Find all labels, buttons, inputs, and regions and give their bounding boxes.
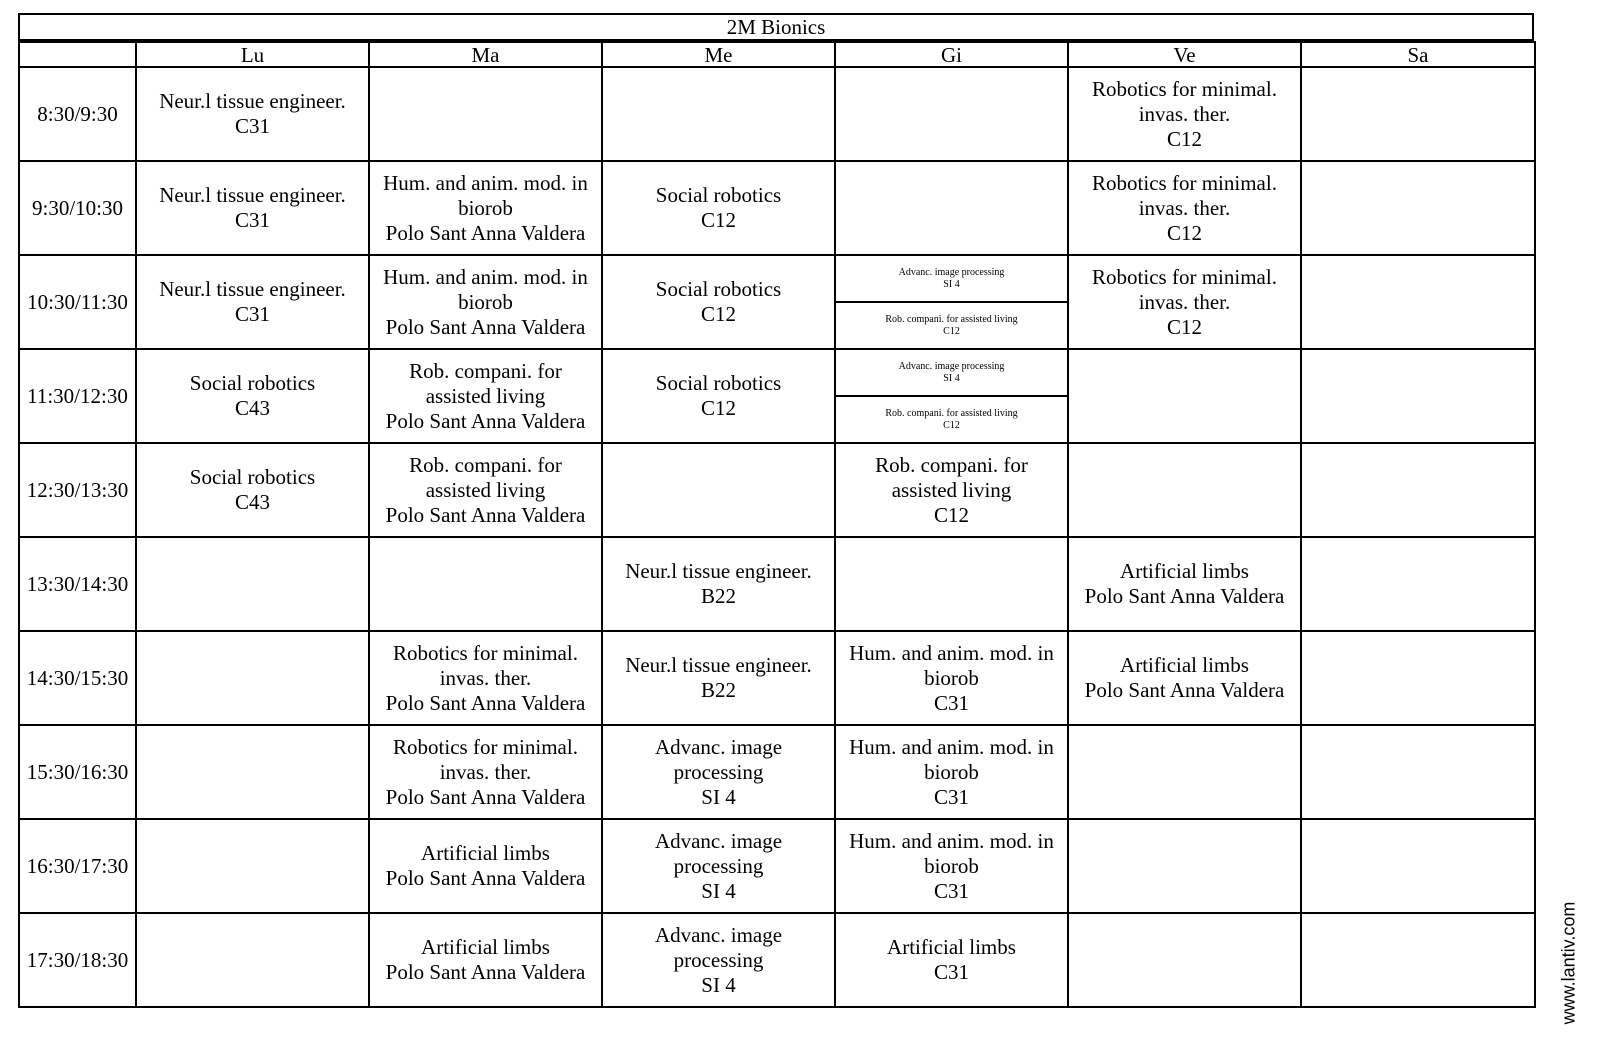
course-line: Hum. and anim. mod. in bbox=[383, 264, 588, 289]
course-line: C31 bbox=[933, 878, 969, 903]
time-row bbox=[19, 161, 1535, 255]
split-cell-part bbox=[836, 395, 1067, 442]
schedule-cell bbox=[136, 255, 369, 349]
schedule-cell bbox=[1068, 631, 1301, 725]
schedule-cell bbox=[1068, 161, 1301, 255]
time-slot: 10:30/11:30 bbox=[19, 255, 136, 349]
schedule-cell bbox=[602, 67, 835, 161]
course-line: assisted living bbox=[891, 477, 1012, 502]
schedule-cell bbox=[835, 161, 1068, 255]
course-line: Robotics for minimal. bbox=[393, 640, 578, 665]
course-line: C12 bbox=[933, 502, 969, 527]
time-slot: 15:30/16:30 bbox=[19, 725, 136, 819]
course-line: Advanc. image bbox=[654, 922, 783, 947]
schedule-cell bbox=[136, 725, 369, 819]
course-line: invas. ther. bbox=[1138, 101, 1231, 126]
course-line: biorob bbox=[458, 289, 513, 314]
schedule-cell bbox=[1301, 67, 1535, 161]
schedule-cell bbox=[1068, 913, 1301, 1007]
schedule-cell bbox=[1301, 631, 1535, 725]
course-line: SI 4 bbox=[701, 784, 736, 809]
schedule-cell bbox=[369, 537, 602, 631]
schedule-cell bbox=[369, 67, 602, 161]
course-line: biorob bbox=[924, 759, 979, 784]
schedule-cell bbox=[1301, 349, 1535, 443]
schedule-cell bbox=[1301, 161, 1535, 255]
day-header: Me bbox=[602, 42, 835, 67]
schedule-cell bbox=[835, 349, 1068, 443]
course-line: Rob. compani. for assisted living bbox=[885, 407, 1018, 419]
time-slot: 8:30/9:30 bbox=[19, 67, 136, 161]
schedule-cell bbox=[602, 349, 835, 443]
course-line: Polo Sant Anna Valdera bbox=[385, 408, 586, 433]
schedule-cell bbox=[136, 631, 369, 725]
schedule-cell bbox=[1068, 67, 1301, 161]
schedule-cell bbox=[136, 443, 369, 537]
course-line: processing bbox=[673, 853, 764, 878]
course-line: Social robotics bbox=[189, 465, 316, 489]
course-line: C12 bbox=[700, 208, 736, 232]
course-line: Neur.l tissue engineer. bbox=[159, 277, 346, 301]
course-line: processing bbox=[673, 947, 764, 972]
course-line: Polo Sant Anna Valdera bbox=[385, 502, 586, 527]
course-line: Hum. and anim. mod. in bbox=[383, 170, 588, 195]
time-slot: 17:30/18:30 bbox=[19, 913, 136, 1007]
course-line: Advanc. image processing bbox=[898, 360, 1005, 372]
watermark-text: www.lantiv.com bbox=[1558, 901, 1579, 1025]
course-line: SI 4 bbox=[701, 878, 736, 903]
time-row bbox=[19, 725, 1535, 819]
schedule-cell bbox=[1068, 349, 1301, 443]
course-line: Advanc. image bbox=[654, 828, 783, 853]
course-line: C12 bbox=[700, 396, 736, 420]
schedule-cell bbox=[835, 913, 1068, 1007]
course-line: invas. ther. bbox=[1138, 289, 1231, 314]
time-slot: 9:30/10:30 bbox=[19, 161, 136, 255]
timetable-sheet bbox=[18, 13, 1579, 1030]
course-line: C12 bbox=[943, 419, 960, 431]
course-line: Social robotics bbox=[189, 371, 316, 395]
course-line: invas. ther. bbox=[439, 665, 532, 690]
day-header: Sa bbox=[1301, 42, 1535, 67]
course-line: Polo Sant Anna Valdera bbox=[385, 220, 586, 245]
time-row bbox=[19, 67, 1535, 161]
course-line: Social robotics bbox=[655, 183, 782, 207]
course-line: C12 bbox=[1166, 314, 1202, 339]
time-row bbox=[19, 349, 1535, 443]
course-line: Rob. compani. for bbox=[409, 452, 562, 477]
course-line: Robotics for minimal. bbox=[1092, 76, 1277, 101]
course-line: Polo Sant Anna Valdera bbox=[385, 960, 586, 984]
course-line: invas. ther. bbox=[439, 759, 532, 784]
split-cell-part bbox=[836, 301, 1067, 348]
course-line: Artificial limbs bbox=[1120, 559, 1249, 583]
course-line: Rob. compani. for bbox=[409, 358, 562, 383]
schedule-cell bbox=[1068, 819, 1301, 913]
course-line: C31 bbox=[234, 302, 270, 326]
course-line: biorob bbox=[924, 665, 979, 690]
day-header-row bbox=[19, 42, 1535, 67]
time-row bbox=[19, 537, 1535, 631]
course-line: Polo Sant Anna Valdera bbox=[385, 866, 586, 890]
course-line: assisted living bbox=[425, 477, 546, 502]
course-line: Robotics for minimal. bbox=[1092, 170, 1277, 195]
course-line: assisted living bbox=[425, 383, 546, 408]
time-slot: 16:30/17:30 bbox=[19, 819, 136, 913]
course-line: biorob bbox=[924, 853, 979, 878]
corner-cell bbox=[19, 42, 136, 67]
course-line: Advanc. image processing bbox=[898, 266, 1005, 278]
schedule-cell bbox=[369, 725, 602, 819]
schedule-cell bbox=[835, 631, 1068, 725]
schedule-cell bbox=[1301, 255, 1535, 349]
schedule-cell bbox=[835, 537, 1068, 631]
watermark bbox=[1559, 893, 1579, 1033]
course-line: SI 4 bbox=[943, 372, 960, 384]
time-row bbox=[19, 255, 1535, 349]
course-line: biorob bbox=[458, 195, 513, 220]
schedule-cell bbox=[136, 67, 369, 161]
course-line: Polo Sant Anna Valdera bbox=[385, 314, 586, 339]
course-line: C12 bbox=[1166, 126, 1202, 151]
schedule-cell bbox=[835, 67, 1068, 161]
course-line: SI 4 bbox=[701, 972, 736, 997]
course-line: Neur.l tissue engineer. bbox=[159, 183, 346, 207]
schedule-cell bbox=[602, 725, 835, 819]
schedule-cell bbox=[1301, 913, 1535, 1007]
course-line: C43 bbox=[234, 396, 270, 420]
time-slot: 12:30/13:30 bbox=[19, 443, 136, 537]
course-line: B22 bbox=[700, 678, 736, 702]
time-slot: 14:30/15:30 bbox=[19, 631, 136, 725]
schedule-cell bbox=[1301, 537, 1535, 631]
timetable-title: 2M Bionics bbox=[18, 13, 1534, 41]
schedule-cell bbox=[369, 443, 602, 537]
course-line: C31 bbox=[234, 208, 270, 232]
course-line: Polo Sant Anna Valdera bbox=[385, 784, 586, 809]
schedule-cell bbox=[1068, 725, 1301, 819]
schedule-cell bbox=[369, 255, 602, 349]
course-line: Neur.l tissue engineer. bbox=[625, 559, 812, 583]
schedule-cell bbox=[835, 255, 1068, 349]
course-line: C31 bbox=[234, 114, 270, 138]
schedule-cell bbox=[369, 819, 602, 913]
split-cell bbox=[836, 256, 1067, 348]
course-line: B22 bbox=[700, 584, 736, 608]
course-line: Artificial limbs bbox=[887, 935, 1016, 959]
schedule-cell bbox=[835, 819, 1068, 913]
course-line: C12 bbox=[1166, 220, 1202, 245]
course-line: Hum. and anim. mod. in bbox=[849, 734, 1054, 759]
course-line: SI 4 bbox=[943, 278, 960, 290]
schedule-cell bbox=[369, 161, 602, 255]
course-line: C31 bbox=[933, 960, 969, 984]
schedule-cell bbox=[602, 537, 835, 631]
course-line: C31 bbox=[933, 690, 969, 715]
schedule-cell bbox=[369, 631, 602, 725]
time-row bbox=[19, 819, 1535, 913]
course-line: Hum. and anim. mod. in bbox=[849, 640, 1054, 665]
schedule-cell bbox=[602, 443, 835, 537]
course-line: Social robotics bbox=[655, 277, 782, 301]
schedule-cell bbox=[835, 725, 1068, 819]
timetable-grid bbox=[18, 41, 1536, 1008]
course-line: C31 bbox=[933, 784, 969, 809]
course-line: Polo Sant Anna Valdera bbox=[1084, 678, 1285, 702]
schedule-cell bbox=[1301, 819, 1535, 913]
schedule-cell bbox=[136, 161, 369, 255]
time-slot: 11:30/12:30 bbox=[19, 349, 136, 443]
day-header: Lu bbox=[136, 42, 369, 67]
schedule-cell bbox=[602, 631, 835, 725]
schedule-cell bbox=[602, 161, 835, 255]
time-slot: 13:30/14:30 bbox=[19, 537, 136, 631]
course-line: Robotics for minimal. bbox=[1092, 264, 1277, 289]
course-line: Robotics for minimal. bbox=[393, 734, 578, 759]
course-line: Artificial limbs bbox=[421, 935, 550, 959]
day-header: Gi bbox=[835, 42, 1068, 67]
schedule-cell bbox=[136, 913, 369, 1007]
schedule-cell bbox=[369, 913, 602, 1007]
course-line: Advanc. image bbox=[654, 734, 783, 759]
course-line: Hum. and anim. mod. in bbox=[849, 828, 1054, 853]
course-line: Artificial limbs bbox=[1120, 653, 1249, 677]
split-cell bbox=[836, 350, 1067, 442]
schedule-cell bbox=[369, 349, 602, 443]
schedule-cell bbox=[835, 443, 1068, 537]
course-line: Polo Sant Anna Valdera bbox=[385, 690, 586, 715]
schedule-cell bbox=[136, 819, 369, 913]
course-line: Neur.l tissue engineer. bbox=[625, 653, 812, 677]
schedule-cell bbox=[1068, 255, 1301, 349]
course-line: Neur.l tissue engineer. bbox=[159, 89, 346, 113]
schedule-cell bbox=[136, 349, 369, 443]
course-line: processing bbox=[673, 759, 764, 784]
course-line: Rob. compani. for assisted living bbox=[885, 313, 1018, 325]
day-header: Ma bbox=[369, 42, 602, 67]
split-cell-part bbox=[836, 256, 1067, 301]
day-header: Ve bbox=[1068, 42, 1301, 67]
course-line: Social robotics bbox=[655, 371, 782, 395]
schedule-cell bbox=[1301, 443, 1535, 537]
split-cell-part bbox=[836, 350, 1067, 395]
course-line: Polo Sant Anna Valdera bbox=[1084, 584, 1285, 608]
schedule-cell bbox=[602, 255, 835, 349]
course-line: Artificial limbs bbox=[421, 841, 550, 865]
schedule-cell bbox=[136, 537, 369, 631]
schedule-cell bbox=[1068, 537, 1301, 631]
course-line: Rob. compani. for bbox=[875, 452, 1028, 477]
course-line: invas. ther. bbox=[1138, 195, 1231, 220]
schedule-cell bbox=[1301, 725, 1535, 819]
schedule-cell bbox=[602, 819, 835, 913]
schedule-cell bbox=[602, 913, 835, 1007]
course-line: C12 bbox=[700, 302, 736, 326]
course-line: C43 bbox=[234, 490, 270, 514]
time-row bbox=[19, 631, 1535, 725]
time-row bbox=[19, 443, 1535, 537]
schedule-cell bbox=[1068, 443, 1301, 537]
time-row bbox=[19, 913, 1535, 1007]
course-line: C12 bbox=[943, 325, 960, 337]
